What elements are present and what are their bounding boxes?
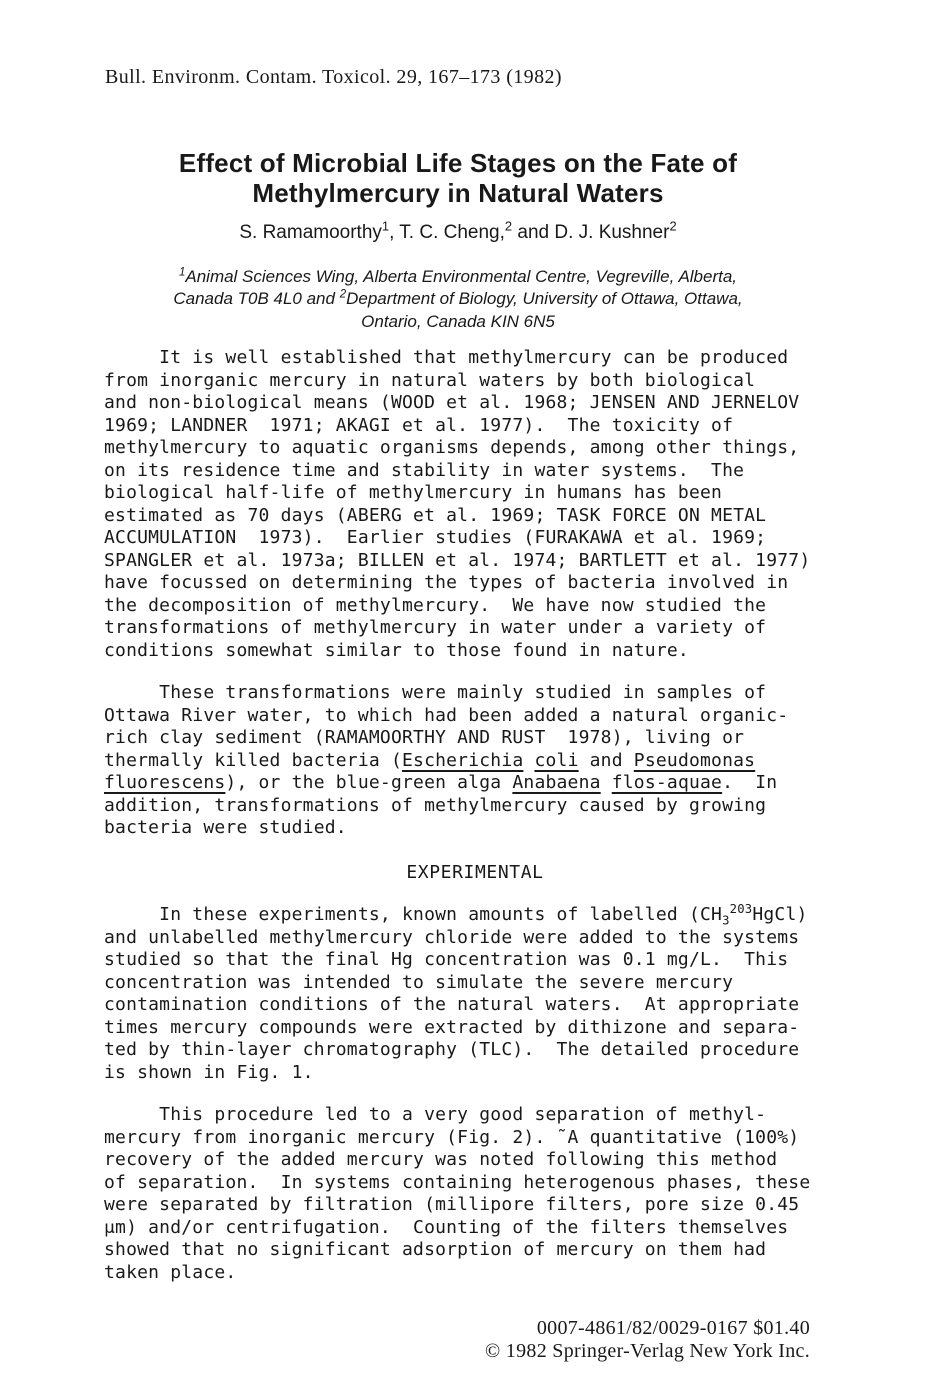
section-heading: EXPERIMENTAL bbox=[406, 861, 544, 883]
text-line: methylmercury to aquatic organisms depends, among other things, bbox=[104, 437, 800, 458]
text-line: on its residence time and stability in water systems. The bbox=[104, 459, 745, 481]
footer-issn-line: 0007-4861/82/0029-0167 $01.40 bbox=[536, 1317, 810, 1339]
text-line: ACCUMULATION 1973). Earlier studies (FURAKAWA et al. 1969; bbox=[104, 527, 767, 548]
text-line: Ottawa River water, to which had been added a natural organic- bbox=[104, 704, 789, 726]
text-line: fluorescens), or the blue-green alga Anabaena flos-aquae. In bbox=[104, 772, 778, 793]
text-line: ted by thin-layer chromatography (TLC). The detailed procedure bbox=[104, 1039, 800, 1060]
text-line: rich clay sediment (RAMAMOORTHY AND RUST 1978), living or bbox=[104, 727, 745, 748]
text-line: have focussed on determining the types of bacteria involved in bbox=[104, 572, 789, 593]
article-body bbox=[104, 347, 846, 1304]
text-line: bacteria were studied. bbox=[104, 817, 347, 838]
body-paragraph bbox=[104, 1104, 846, 1284]
text-line: showed that no significant adsorption of mercury on them had bbox=[104, 1239, 767, 1260]
text-line: were separated by filtration (millipore filters, pore size 0.45 bbox=[104, 1194, 800, 1215]
authors-line: S. Ramamoorthy$^1$, T. C. Cheng,$^2$ and D. J. Kushner$^2$ bbox=[239, 218, 677, 243]
text-line: SPANGLER et al. 1973a; BILLEN et al. 1974; BARTLETT et al. 1977) bbox=[104, 549, 811, 571]
text-line: concentration was intended to simulate the severe mercury bbox=[104, 971, 734, 993]
affiliation-line-2: Canada T0B 4L0 and $^2$Department of Biology, University of Ottawa, Ottawa, bbox=[173, 288, 743, 309]
text-line: μm) and/or centrifugation. Counting of the filters themselves bbox=[104, 1216, 789, 1238]
text-line: studied so that the final Hg concentration was 0.1 mg/L. This bbox=[104, 949, 789, 970]
text-line: In these experiments, known amounts of labelled $(CH_3^{203}HgCl)$ bbox=[104, 902, 808, 928]
body-paragraph bbox=[104, 682, 846, 840]
text-line: contamination conditions of the natural waters. At appropriate bbox=[104, 994, 800, 1015]
body-paragraph bbox=[104, 904, 846, 1084]
affiliation-line-3: Ontario, Canada KIN 6N5 bbox=[361, 311, 555, 331]
affiliation-block bbox=[0, 266, 916, 333]
text-line: of separation. In systems containing heterogenous phases, these bbox=[104, 1171, 811, 1193]
text-line: conditions somewhat similar to those found in nature. bbox=[104, 639, 689, 661]
text-line: It is well established that methylmercury can be produced bbox=[104, 347, 789, 368]
body-paragraph bbox=[104, 347, 846, 662]
paper-title-line-2: Methylmercury in Natural Waters bbox=[252, 178, 664, 208]
page-footer bbox=[485, 1317, 810, 1363]
text-line: 1969; LANDNER 1971; AKAGI et al. 1977). The toxicity of bbox=[104, 414, 734, 436]
paper-title bbox=[0, 148, 916, 208]
text-line: is shown in Fig. 1. bbox=[104, 1061, 314, 1083]
text-line: the decomposition of methylmercury. We have now studied the bbox=[104, 594, 767, 616]
text-line: These transformations were mainly studied in samples of bbox=[104, 682, 767, 703]
journal-header: Bull. Environm. Contam. Toxicol. 29, 167–173 (1982) bbox=[105, 66, 562, 88]
text-line: thermally killed bacteria (Escherichia coli and Pseudomonas bbox=[104, 749, 756, 771]
text-line: recovery of the added mercury was noted following this method bbox=[104, 1149, 778, 1170]
text-line: transformations of methylmercury in water under a variety of bbox=[104, 617, 767, 638]
footer-copyright-line: © 1982 Springer-Verlag New York Inc. bbox=[485, 1340, 810, 1362]
text-line: and unlabelled methylmercury chloride were added to the systems bbox=[104, 926, 800, 948]
text-line: mercury from inorganic mercury (Fig. 2). ˜A quantitative (100%) bbox=[104, 1126, 800, 1148]
text-line: taken place. bbox=[104, 1261, 237, 1283]
text-line: This procedure led to a very good separation of methyl- bbox=[104, 1104, 767, 1125]
text-line: addition, transformations of methylmercury caused by growing bbox=[104, 794, 767, 816]
text-line: from inorganic mercury in natural waters by both biological bbox=[104, 369, 756, 391]
paper-title-line-1: Effect of Microbial Life Stages on the Fate of bbox=[178, 148, 738, 178]
text-line: times mercury compounds were extracted by dithizone and separa- bbox=[104, 1016, 800, 1038]
text-line: estimated as 70 days (ABERG et al. 1969; TASK FORCE ON METAL bbox=[104, 504, 767, 526]
affiliation-line-1: $^1$Animal Sciences Wing, Alberta Environmental Centre, Vegreville, Alberta, bbox=[178, 266, 738, 286]
text-line: and non-biological means (WOOD et al. 1968; JENSEN AND JERNELOV bbox=[104, 392, 800, 413]
text-line: biological half-life of methylmercury in humans has been bbox=[104, 482, 723, 503]
